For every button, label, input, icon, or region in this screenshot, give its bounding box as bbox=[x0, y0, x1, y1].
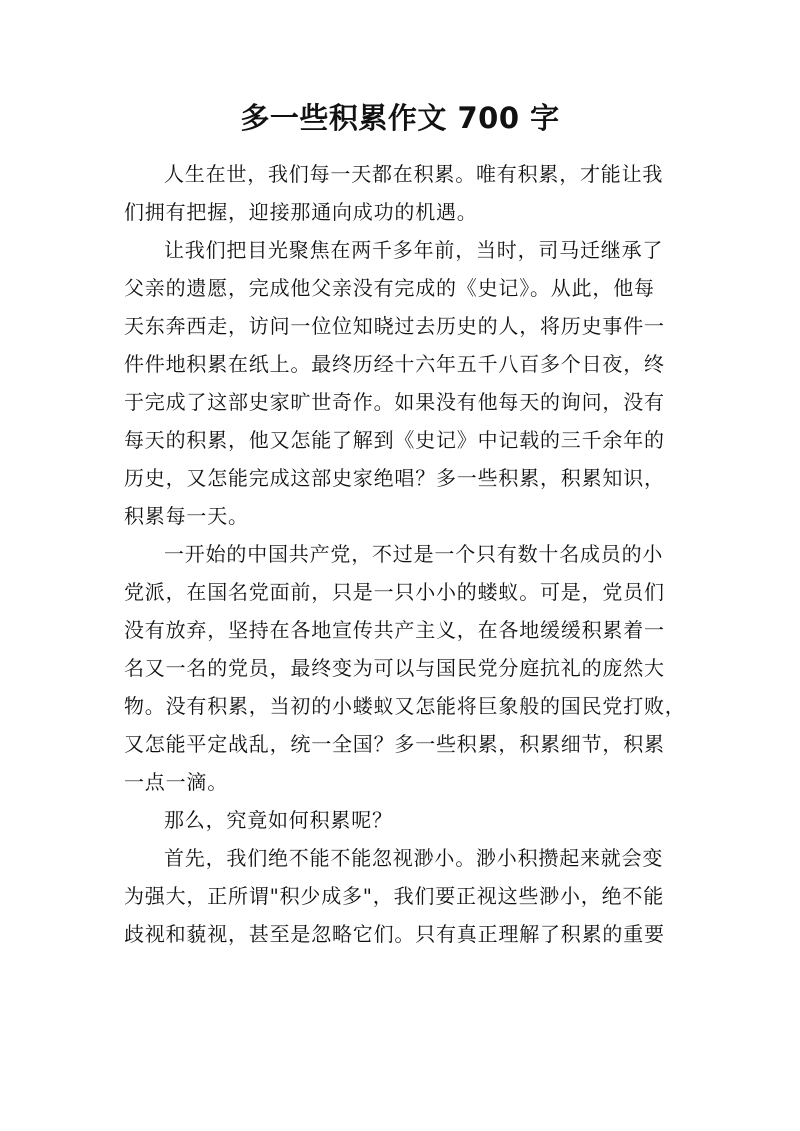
text-line: 歧视和藐视，甚至是忽略它们。只有真正理解了积累的重要 bbox=[124, 922, 665, 946]
text-line: 每天的积累，他又怎能了解到《史记》中记载的三千余年的 bbox=[124, 428, 665, 452]
text-line: 为强大，正所谓"积少成多"，我们要正视这些渺小，绝不能 bbox=[124, 884, 664, 908]
document-body bbox=[124, 155, 684, 953]
text-line: 那么，究竟如何积累呢？ bbox=[164, 808, 393, 832]
text-line: 于完成了这部史家旷世奇作。如果没有他每天的询问，没有 bbox=[124, 390, 665, 414]
text-line: 们拥有把握，迎接那通向成功的机遇。 bbox=[124, 200, 478, 224]
text-line: 党派，在国名党面前，只是一只小小的蝼蚁。可是，党员们 bbox=[124, 580, 665, 604]
text-line: 名又一名的党员，最终变为可以与国民党分庭抗礼的庞然大 bbox=[124, 656, 665, 680]
document-title: 多一些积累作文 700 字 bbox=[240, 101, 560, 135]
paragraph bbox=[124, 801, 684, 839]
paragraph bbox=[124, 155, 684, 231]
text-line: 让我们把目光聚焦在两千多年前，当时，司马迁继承了 bbox=[164, 238, 664, 262]
text-line: 又怎能平定战乱，统一全国？多一些积累，积累细节，积累 bbox=[124, 732, 665, 756]
text-line: 父亲的遗愿，完成他父亲没有完成的《史记》。从此，他每 bbox=[124, 276, 655, 300]
paragraph bbox=[124, 839, 684, 953]
text-line: 历史，又怎能完成这部史家绝唱？多一些积累，积累知识， bbox=[124, 466, 665, 490]
text-line: 一点一滴。 bbox=[124, 770, 228, 794]
paragraph bbox=[124, 231, 684, 535]
paragraph bbox=[124, 535, 684, 801]
text-line: 天东奔西走，访问一位位知晓过去历史的人，将历史事件一 bbox=[124, 314, 665, 338]
text-line: 没有放弃，坚持在各地宣传共产主义，在各地缓缓积累着一 bbox=[124, 618, 665, 642]
text-line: 人生在世，我们每一天都在积累。唯有积累，才能让我 bbox=[164, 162, 664, 186]
text-line: 件件地积累在纸上。最终历经十六年五千八百多个日夜，终 bbox=[124, 352, 665, 376]
text-line: 首先，我们绝不能不能忽视渺小。渺小积攒起来就会变 bbox=[164, 846, 664, 870]
text-line: 积累每一天。 bbox=[124, 504, 249, 528]
text-line: 一开始的中国共产党，不过是一个只有数十名成员的小 bbox=[164, 542, 664, 566]
text-line: 物。没有积累，当初的小蝼蚁又怎能将巨象般的国民党打败， bbox=[124, 694, 686, 718]
